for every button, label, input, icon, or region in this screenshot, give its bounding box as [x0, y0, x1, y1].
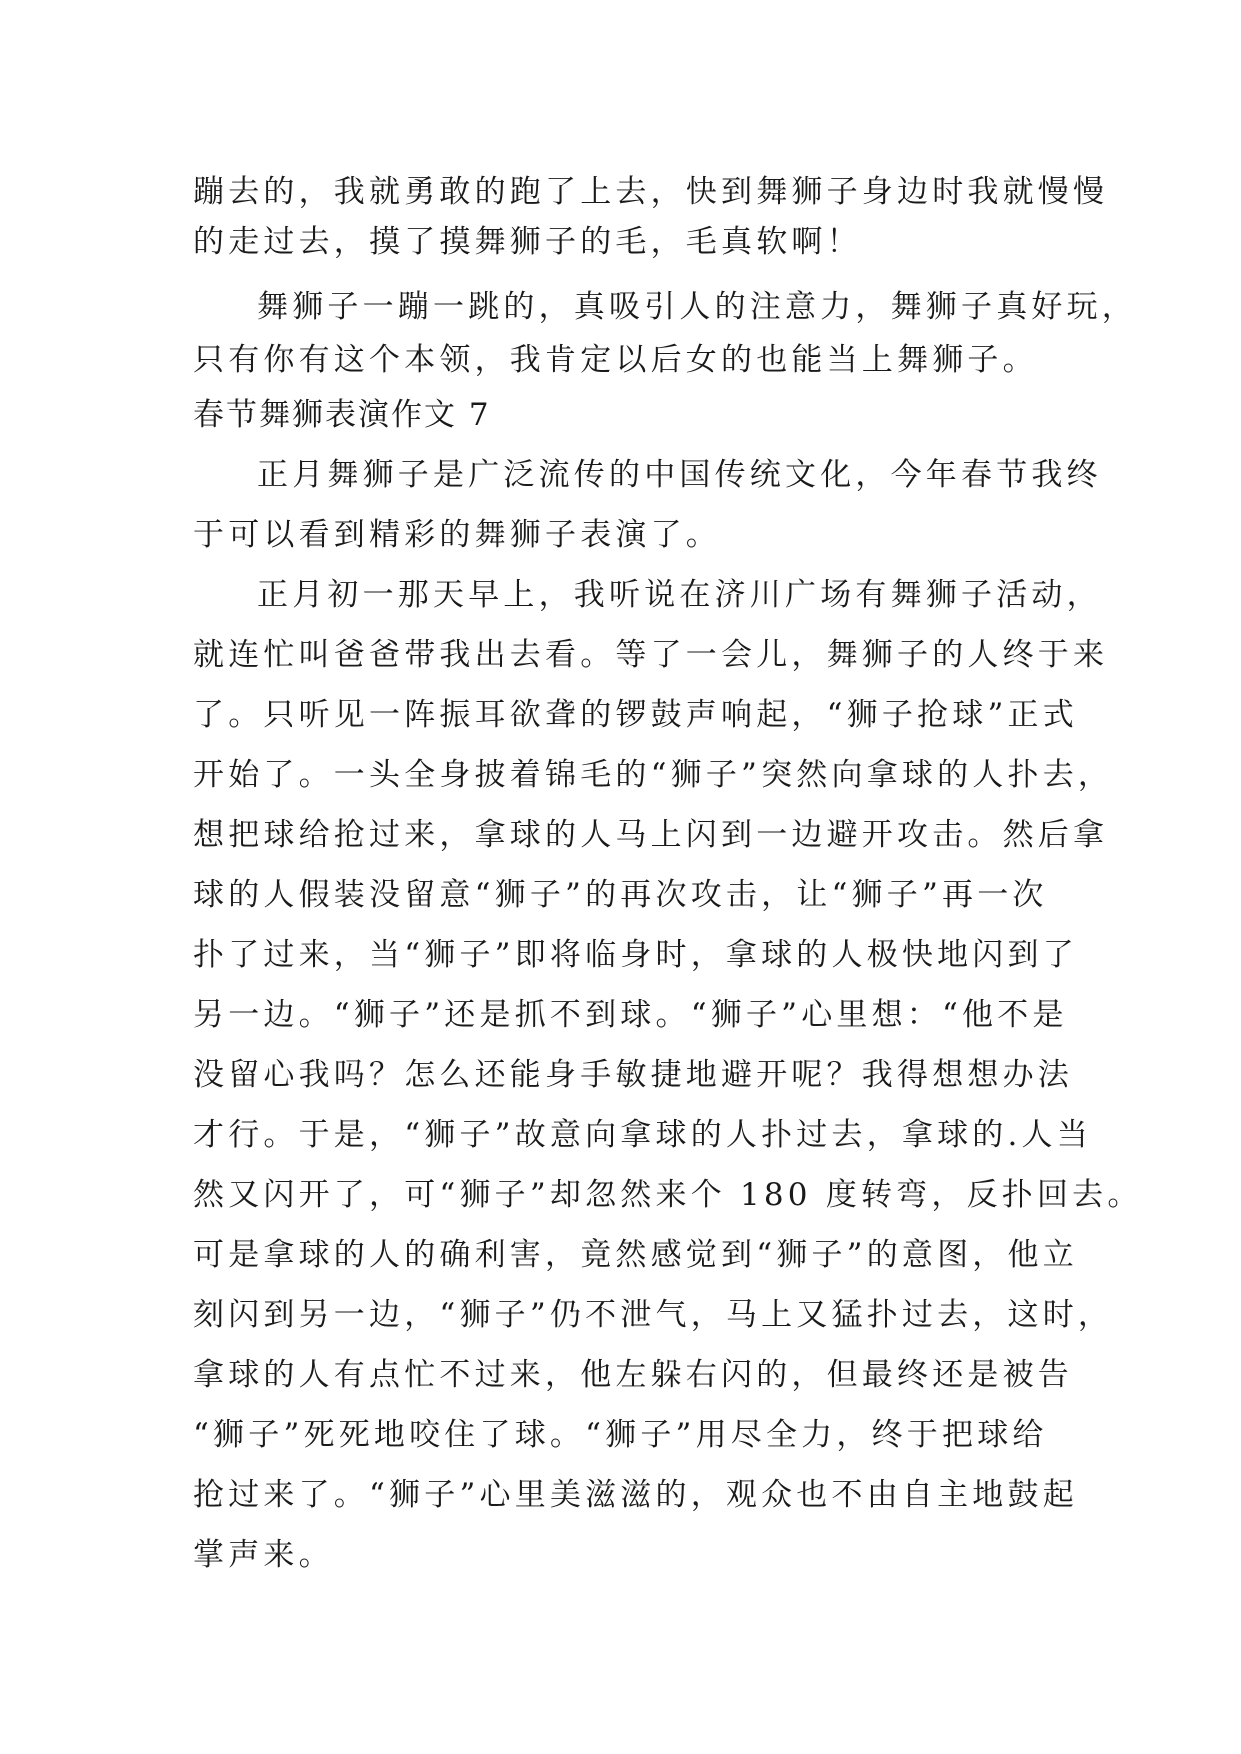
- section-heading: 春节舞狮表演作文 7: [193, 397, 491, 433]
- paragraph-2-line-2: 只有你有这个本领，我肯定以后女的也能当上舞狮子。: [193, 342, 1038, 378]
- paragraph-4-line-17: 掌声来。: [193, 1537, 334, 1573]
- paragraph-3-line-1: 正月舞狮子是广泛流传的中国传统文化，今年春节我终: [257, 457, 1102, 493]
- paragraph-4-line-1: 正月初一那天早上，我听说在济川广场有舞狮子活动，: [257, 577, 1102, 613]
- paragraph-2-line-1: 舞狮子一蹦一跳的，真吸引人的注意力，舞狮子真好玩，: [257, 289, 1137, 325]
- paragraph-4-line-5: 想把球给抢过来，拿球的人马上闪到一边避开攻击。然后拿: [193, 817, 1109, 853]
- paragraph-4-line-13: 刻闪到另一边，“狮子”仍不泄气，马上又猛扑过去，这时，: [193, 1297, 1114, 1333]
- paragraph-4-line-4: 开始了。一头全身披着锦毛的“狮子”突然向拿球的人扑去，: [193, 757, 1114, 793]
- paragraph-1-line-2: 的走过去，摸了摸舞狮子的毛，毛真软啊！: [193, 224, 862, 260]
- paragraph-4-line-6: 球的人假装没留意“狮子”的再次攻击，让“狮子”再一次: [193, 877, 1048, 913]
- paragraph-4-line-12: 可是拿球的人的确利害，竟然感觉到“狮子”的意图，他立: [193, 1237, 1078, 1273]
- paragraph-4-line-2: 就连忙叫爸爸带我出去看。等了一会儿，舞狮子的人终于来: [193, 637, 1109, 673]
- paragraph-3-line-2: 于可以看到精彩的舞狮子表演了。: [193, 517, 721, 553]
- paragraph-4-line-3: 了。只听见一阵振耳欲聋的锣鼓声响起，“狮子抢球”正式: [193, 697, 1078, 733]
- paragraph-1-line-1: 蹦去的，我就勇敢的跑了上去，快到舞狮子身边时我就慢慢: [193, 174, 1109, 210]
- paragraph-4-line-14: 拿球的人有点忙不过来，他左躲右闪的，但最终还是被告: [193, 1357, 1073, 1393]
- paragraph-4-line-8: 另一边。“狮子”还是抓不到球。“狮子”心里想：“他不是: [193, 997, 1068, 1033]
- paragraph-4-line-15: “狮子”死死地咬住了球。“狮子”用尽全力，终于把球给: [193, 1417, 1048, 1453]
- paragraph-4-line-10: 才行。于是，“狮子”故意向拿球的人扑过去，拿球的.人当: [193, 1117, 1092, 1153]
- paragraph-4-line-11: 然又闪开了，可“狮子”却忽然来个 180 度转弯，反扑回去。: [193, 1177, 1143, 1213]
- paragraph-4-line-9: 没留心我吗？怎么还能身手敏捷地避开呢？我得想想办法: [193, 1057, 1073, 1093]
- paragraph-4-line-7: 扑了过来，当“狮子”即将临身时，拿球的人极快地闪到了: [193, 937, 1078, 973]
- paragraph-4-line-16: 抢过来了。“狮子”心里美滋滋的，观众也不由自主地鼓起: [193, 1477, 1078, 1513]
